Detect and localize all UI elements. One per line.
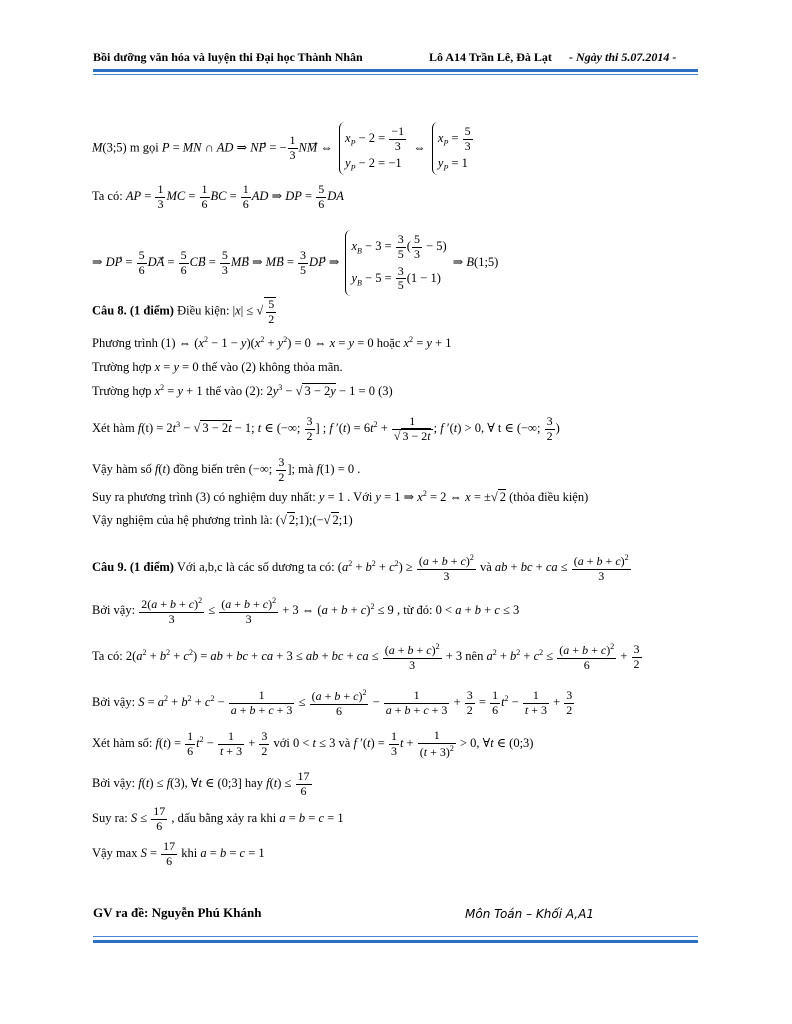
cau8-function: Xét hàm $f(t) = 2t^3$ − √ 3 − 2t − 1; t ∈ (−∞; $\frac{3}{2}$ ] ; f $'(t) = 6t^2$ + $\frac{1}{√ 3 - 2t}$ ; f ′(t) > 0, ∀ t ∈ (−∞; $\frac{3}{2}$ ) <box>92 414 560 443</box>
cau9-equality: Suy ra: S ≤ $\frac{17}{6}$ , dấu bằng xảy ra khi a = b = c = 1 <box>92 804 344 833</box>
eq-line-ap: Ta có: AP = $\frac{1}{3}$ MC = $\frac{1}{6}$ BC = $\frac{1}{6}$ AD ⇒ DP = $\frac{5}{6}$ DA <box>92 182 344 211</box>
footer-author: GV ra đề: Nguyễn Phú Khánh <box>93 905 262 920</box>
cau8-condition: Câu 8. (1 điểm) Điều kiện: |x| ≤ √ $\frac{5}{2}$ <box>92 297 275 326</box>
footer-rule-thin <box>93 936 698 937</box>
cau8-equation: Phương trình (1) ⇔ $(x^2 - 1 - y)(x^2 + y^2) = 0$ ⇔ x = y = 0 hoặc $x^2 = y + 1$ <box>92 335 452 351</box>
header-date: - Ngày thi 5.07.2014 - <box>569 50 677 64</box>
header-rule <box>93 69 698 72</box>
header-address: Lô A14 Trần Lê, Đà Lạt <box>429 50 552 64</box>
cau8-unique: Suy ra phương trình (3) có nghiệm duy nhất: y = 1 . Với y = 1 ⇒ $x^2 = 2$ ⇔ x = ±√ 2 (thỏa điều kiện) <box>92 489 589 505</box>
cau9-taco: Ta có: $2(a^2 + b^2 + c^2)$ = ab + bc + ca + 3 ≤ ab + bc + ca ≤ $\frac{(a + b + c)^2}{3}$ + 3 nên $a^2 + b^2 + c^2$ ≤ $\frac{(a + b + c)^2}{6}$ + $\frac{3}{2}$ <box>92 642 640 672</box>
eq-line-dp: ⇒ DP⃗ = $\frac{5}{6}$ DA⃗ = $\frac{5}{6}$ CB⃗ = $\frac{5}{3}$ MB⃗ ⇒ MB⃗ = $\frac{3}{5}$ DP⃗ ⇒ $x_B - 3$ = $\frac{3}{5}$ ( $\frac{5}{3}$ − 5) $y_B - 5$ = $\frac{3}{5}$ (1 − 1) ⇒ B(1;5) <box>92 230 498 296</box>
cau8-case2: Trường hợp $x^2 = y + 1$ thế vào (2): $2y^3$ − √ 3 − 2y − 1 = 0 (3) <box>92 383 393 399</box>
header-rule-thin <box>93 74 698 75</box>
cau9-bound-f: Bởi vậy: f(t) ≤ f(3), ∀t ∈ (0;3] hay f(t) ≤ $\frac{17}{6}$ <box>92 769 310 798</box>
footer-rule <box>93 940 698 943</box>
header-school: Bồi dưỡng văn hóa và luyện thi Đại học Thành Nhân <box>93 50 363 64</box>
cau9-conclusion: Vậy max S = $\frac{17}{6}$ khi a = b = c = 1 <box>92 839 265 868</box>
cau8-case1: Trường hợp x = y = 0 thế vào (2) không thỏa mãn. <box>92 360 343 374</box>
cau9-bound: Bởi vậy: $\frac{2(a + b + c)^2}{3}$ ≤ $\frac{(a + b + c)^2}{3}$ + 3 ⇔ $(a + b + c)^2 \le 9$ , từ đó: 0 < a + b + c ≤ 3 <box>92 596 520 626</box>
cau9-S: Bởi vậy: $S = a^2 + b^2 + c^2$ − $\frac{1}{a + b + c + 3}$ ≤ $\frac{(a + b + c)^2}{6}$ − $\frac{1}{a + b + c + 3}$ + $\frac{3}{2}$ = $\frac{1}{6}$ $t^2$ − $\frac{1}{t + 3}$ + $\frac{3}{2}$ <box>92 688 573 718</box>
footer-subject: Môn Toán – Khối A,A1 <box>465 907 594 921</box>
eq-line-np: M(3;5) m gọi P = MN ∩ AD ⇒ NP⃗ = − $\frac{1}{3}$ NM⃗ ⇔ $x_P - 2$ = $\frac{-1}{3}$ $y_P - 2 = -1$ ⇔ $x_P$ = $\frac{5}{3}$ $y_P = 1$ <box>92 122 477 175</box>
cau8-monotone: Vậy hàm số f(t) đồng biến trên (−∞; $\frac{3}{2}$ ]; mà f(1) = 0 . <box>92 455 361 484</box>
cau9-intro: Câu 9. (1 điểm) Với a,b,c là các số dương ta có: $(a^2 + b^2 + c^2)$ ≥ $\frac{(a + b + c)^2}{3}$ và ab + bc + ca ≤ $\frac{(a + b + c)^2}{3}$ <box>92 553 629 583</box>
page-header <box>93 50 698 65</box>
cau8-conclusion: Vậy nghiệm của hệ phương trình là: (√ 2;1);(−√ 2;1) <box>92 513 353 527</box>
cau9-function: Xét hàm số: f(t) = $\frac{1}{6}$ $t^2$ − $\frac{1}{t + 3}$ + $\frac{3}{2}$ với 0 < t ≤ 3 và f ′(t) = $\frac{1}{3}$ t + $\frac{1}{(t + 3)^2}$ > 0, ∀t ∈ (0;3) <box>92 728 534 759</box>
